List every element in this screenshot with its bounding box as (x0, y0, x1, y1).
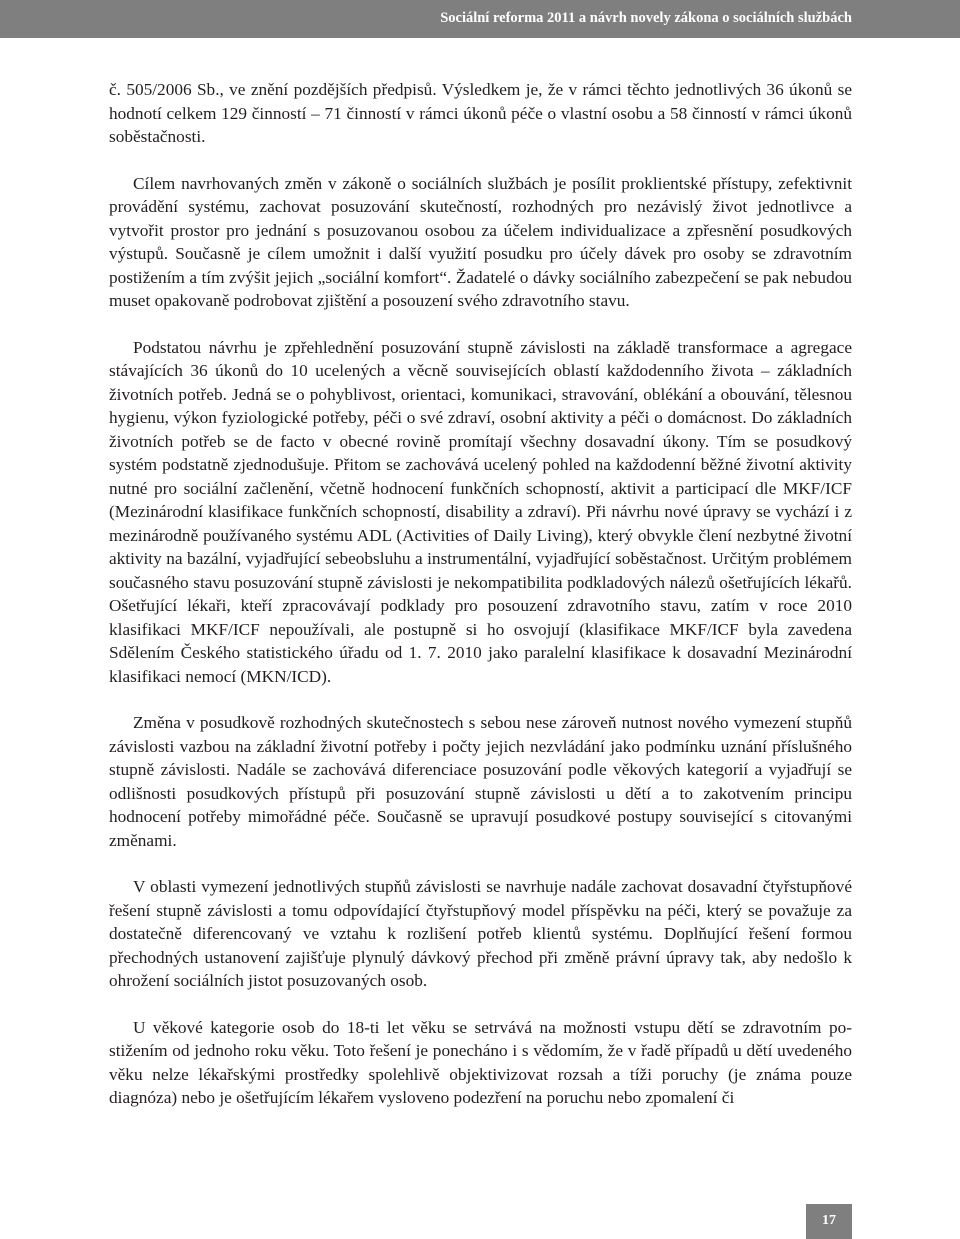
document-body (109, 78, 852, 1110)
page-number: 17 (822, 1213, 836, 1228)
running-header-title: Sociální reforma 2011 a návrh novely zákona o sociálních službách (440, 10, 852, 26)
paragraph: Cílem navrhovaných změn v zákoně o sociálních službách je posílit proklientské přístupy, zefektivnit provádění systému, zachovat posuzování skutečností, rozhodných pro nezávislý život jednotlivce a vytvořit prostor pro jednání s posuzovanou osobou za účelem individualizace a zpřesnění posudkových výstupů. Současně je cílem umožnit i další využití posudku pro účely dávek pro osoby se zdravotním postižením a tím zvýšit jejich „sociální komfort“. Žadatelé o dávky sociálního zabezpečení se pak nebudou muset opakovaně podrobovat zjištění a posouzení svého zdravotního stavu. (109, 173, 852, 310)
paragraph: Podstatou návrhu je zpřehlednění posuzování stupně závislosti na základě transformace a agregace stávajících 36 úkonů do 10 ucelených a věcně souvisejících oblastí každodenního života – základních životních potřeb. Jedná se o pohyblivost, orientaci, komunikaci, stravování, oblékání a obouvání, tělesnou hygienu, výkon fyziologické potřeby, péči o své zdraví, osobní aktivity a péči o domácnost. Do základních životních potřeb se de facto v obecné rovině promítají všechny dosavadní úkony. Tím se posudkový systém podstatně zjednodušuje. Přitom se zachovává ucelený pohled na každodenní běžné životní aktivity nutné pro sociální začlenění, včetně hodnocení funkčních schopností, aktivit a participací dle MKF/ICF (Mezinárodní klasifikace funkčních schopností, disability a zdraví). Při návrhu nové úpravy se vychází i z mezinárodně používaného systému ADL (Activities of Daily Living), který obvykle člení nezbytné životní aktivity na bazální, vyjadřující sebeobsluhu a instrumentální, vyjadřující soběstačnost. Určitým problémem současného stavu posuzování stupně závislosti je nekompatibilita podkladových nálezů ošetřujících lékařů. Ošetřující lékaři, kteří zpracovávají podklady pro posouzení zdravotního stavu, zatím v roce 2010 klasifikaci MKF/ICF nepoužívali, ale postupně si ho osvojují (klasifikace MKF/ICF byla zavedena Sdělením Českého statistického úřadu od 1. 7. 2010 jako paralelní klasifikace k dosavadní Mezinárodní klasifikaci nemocí (MKN/ICD). (109, 337, 852, 686)
paragraph: U věkové kategorie osob do 18-ti let věku se setrvává na možnosti vstupu dětí se zdravotním postižením od jednoho roku věku. Toto řešení je ponecháno i s vědomím, že v řadě případů u dětí uvedeného věku nelze lékařskými prostředky spolehlivě objektivizovat rozsah a tíži poruchy (je známa pouze diagnóza) nebo je ošetřujícím lékařem vysloveno podezření na poruchu nebo zpomalení či (109, 1017, 852, 1107)
paragraph: Změna v posudkově rozhodných skutečnostech s sebou nese zároveň nutnost nového vymezení stupňů závislosti vazbou na základní životní potřeby i počty jejich nezvládání jako podmínku uznání příslušného stupně závislosti. Nadále se zachovává diferenciace posuzování podle věkových kategorií a vyjadřují se odlišnosti posudkových přístupů při posuzování stupně závislosti u dětí a to zakotvením principu hodnocení potřeby mimořádné péče. Současně se upravují posudkové postupy související s citovanými změnami. (109, 713, 852, 850)
page-number-box (806, 1204, 852, 1239)
running-header-bar (0, 0, 960, 38)
paragraph-continuation: č. 505/2006 Sb., ve znění pozdějších předpisů. Výsledkem je, že v rámci těchto jednotlivých 36 úkonů se hodnotí celkem 129 činností – 71 činností v rámci úkonů péče o vlastní osobu a 58 činností v rámci úkonů soběstačnosti. (109, 80, 852, 146)
paragraph: V oblasti vymezení jednotlivých stupňů závislosti se navrhuje nadále zachovat dosavadní čtyřstupňové řešení stupně závislosti a tomu odpovídající čtyřstupňový model příspěvku na péči, který se považuje za dostatečně diferencovaný ve vztahu k rozlišení potřeb klientů systému. Doplňující řešení formou přechodných ustanovení zajišťuje plynulý dávkový přechod při změně právní úpravy tak, aby nedošlo k ohrožení sociálních jistot posuzovaných osob. (109, 877, 852, 990)
